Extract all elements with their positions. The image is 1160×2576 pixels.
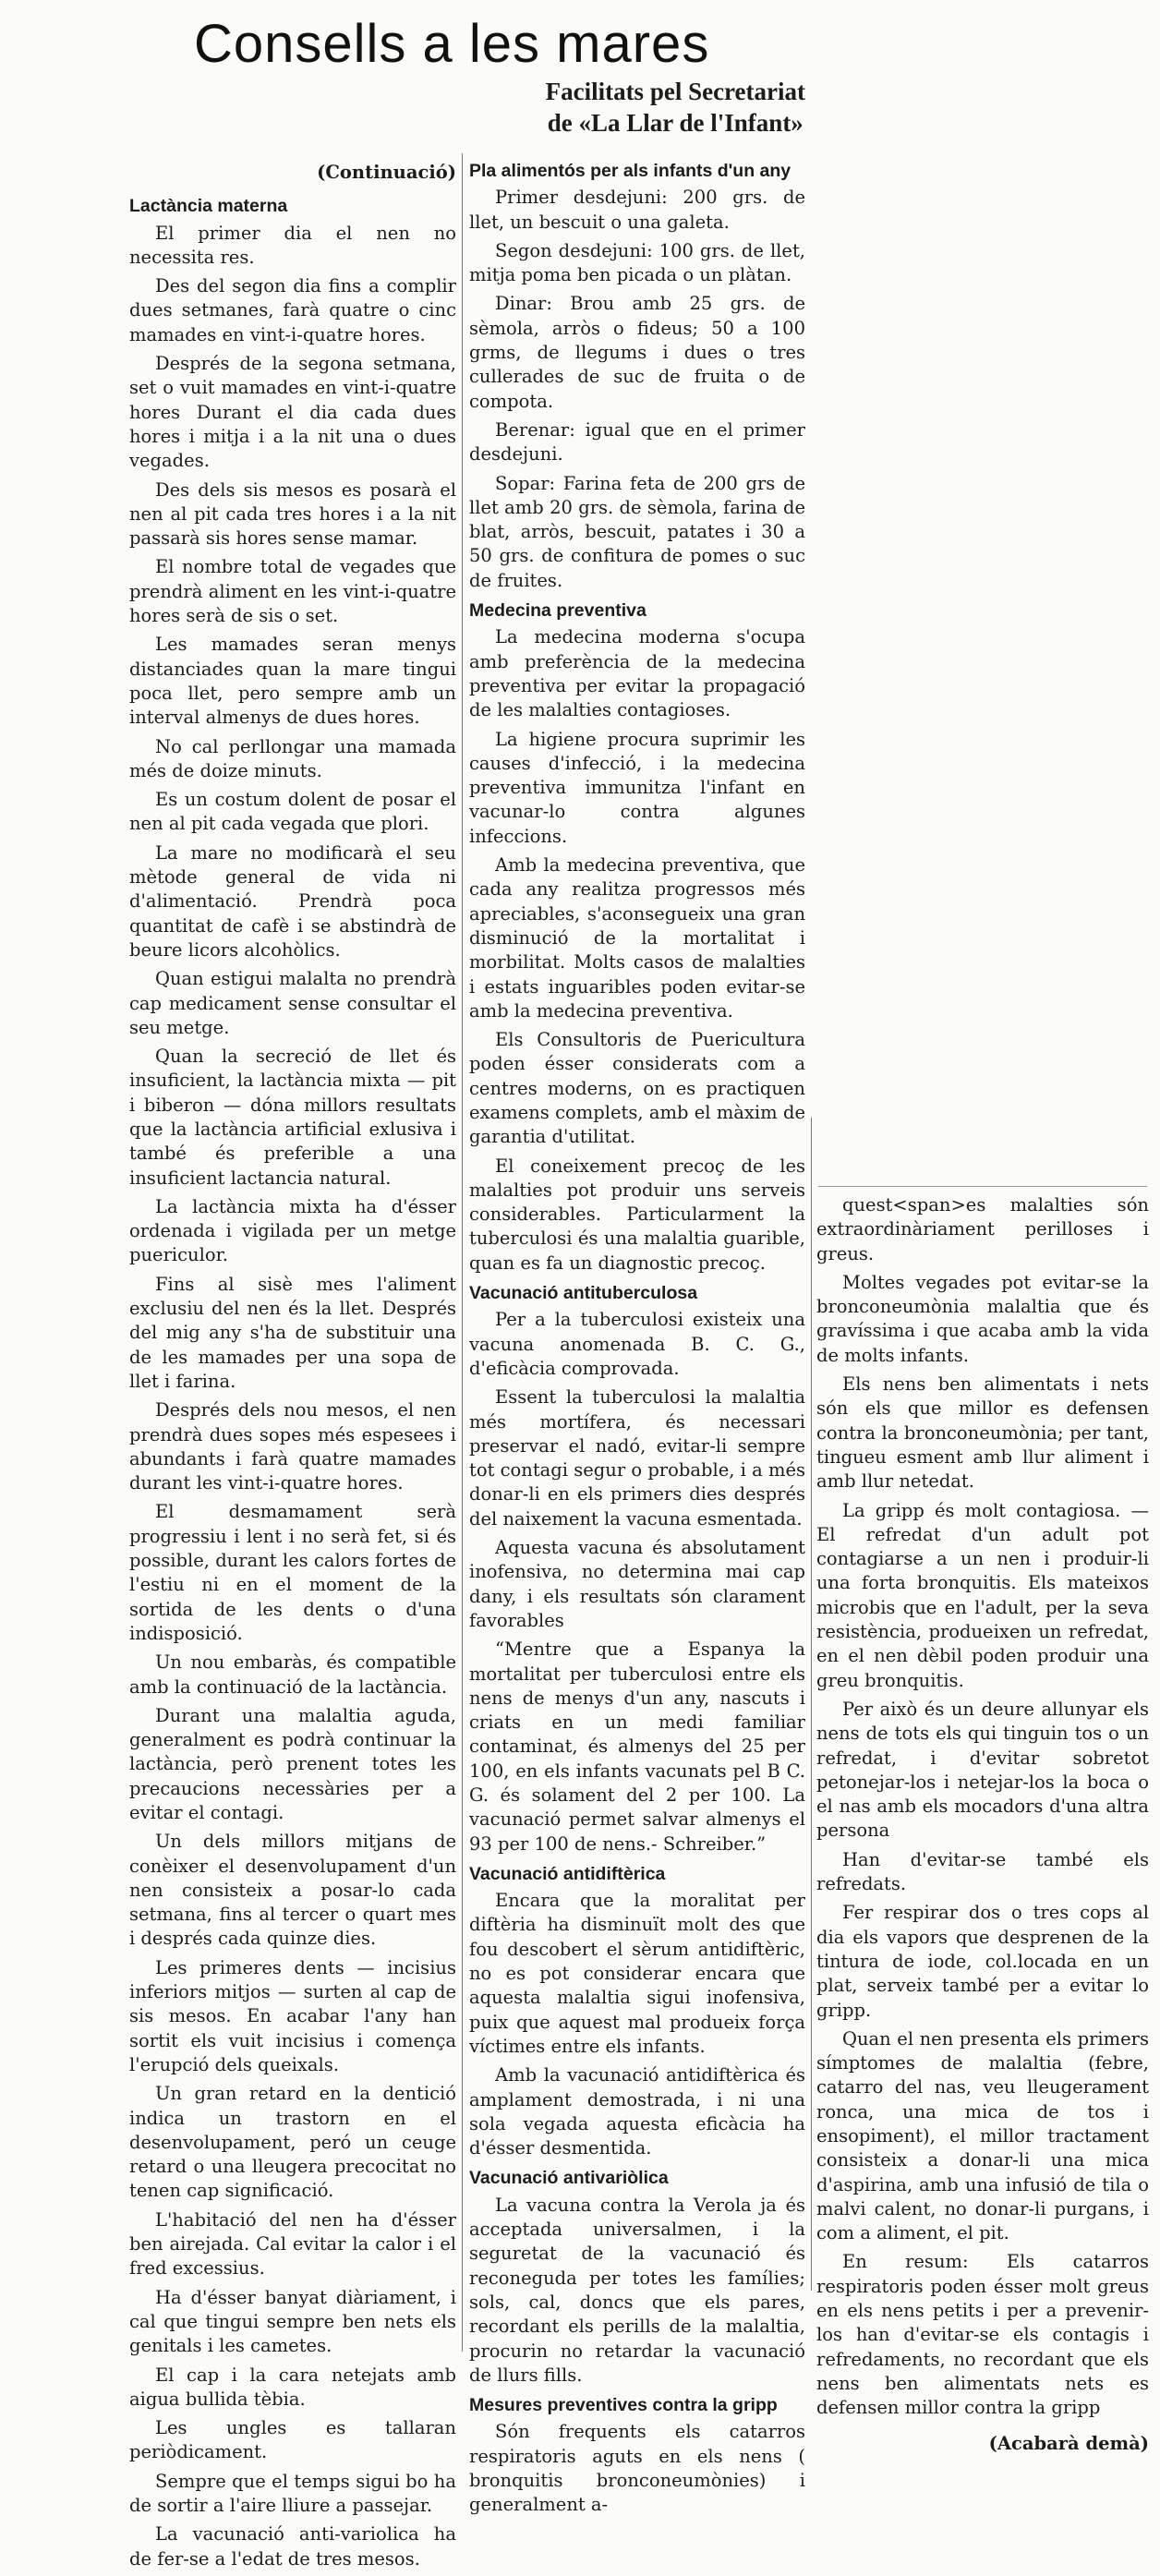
- paragraph-group: [469, 2420, 805, 2517]
- paragraph: Es un costum dolent de posar el nen al pit cada vegada que plori.: [129, 789, 456, 835]
- paragraph: El coneixement precoç de les malalties pot produir uns serveis considerables. Particularment la tuberculosi és una malaltia guarible, quan es fa un diagnostic precoç.: [469, 1155, 805, 1274]
- subtitle-line-1: Facilitats pel Secretariat: [545, 78, 805, 105]
- paragraph: quest<span>es malalties són extraordinàriament perilloses i greus.: [816, 1194, 1149, 1264]
- paragraph: Amb la vacunació antidiftèrica és amplament demostrada, i ni una sola vegada aquesta eficàcia ha d'ésser desmentida.: [469, 2064, 805, 2159]
- paragraph: Segon desdejuni: 100 grs. de llet, mitja poma ben picada o un plàtan.: [469, 239, 805, 286]
- paragraph: No cal perllongar una mamada més de doize minuts.: [129, 735, 456, 781]
- paragraph: Ha d'ésser banyat diàriament, i cal que tingui sempre ben nets els genitals i les cametes.: [129, 2286, 456, 2357]
- paragraph: Essent la tuberculosi la malaltia més mortífera, és necessari preservar el nadó, evitar-li sempre tot contagi segur o probable, i a més donar-li en els primers dies després del naixement la vacuna esmentada.: [469, 1386, 805, 1530]
- paragraph-group: [469, 186, 805, 593]
- col3-paragraphs: [816, 1193, 1149, 2421]
- section-heading: Mesures preventives contra la gripp: [469, 2395, 778, 2416]
- column-divider: [462, 153, 463, 2352]
- section-heading: Vacunació antituberculosa: [469, 1283, 698, 1304]
- col1-paragraphs: [129, 222, 456, 2571]
- paragraph-group: [469, 1889, 805, 2160]
- paragraph: Amb la medecina preventiva, que cada any realitza progressos més apreciables, s'aconsegueix una gran disminució de la mortalitat i morbilitat. Molts casos de malalties i estats inguaribles poden evitar-se amb la medecina preventiva.: [469, 854, 805, 1022]
- paragraph: Encara que la moralitat per diftèria ha disminuït molt des que fou descobert el sèrum antidiftèric, no es pot considerar encara que aquesta malaltia sigui inofensiva, puix que aquest mal produeix força víctimes entre els infants.: [469, 1890, 805, 2057]
- paragraph: Sempre que el temps sigui bo ha de sortir a l'aire lliure a passejar.: [129, 2470, 456, 2517]
- paragraph: Dinar: Brou amb 25 grs. de sèmola, arròs o fideus; 50 a 100 grms, de llegums i dues o tres cullerades de suc de fruita o de compota.: [469, 293, 805, 412]
- paragraph: Primer desdejuni: 200 grs. de llet, un bescuit o una galeta.: [469, 187, 805, 233]
- paragraph: Durant una malaltia aguda, generalment es podrà continuar la lactància, però prenent totes les precaucions necessàries per a evitar el contagi.: [129, 1704, 456, 1823]
- paragraph: Han d'evitar-se també els refredats.: [816, 1848, 1149, 1895]
- column-3: [816, 1193, 1149, 2456]
- paragraph: La lactància mixta ha d'ésser ordenada i vigilada per un metge puericulor.: [129, 1195, 456, 1266]
- paragraph: Quan el nen presenta els primers símptomes de malaltia (febre, catarro del nas, veu lleugerament ronca, una mica de tos i ensopiment), el millor tractament consisteix a donar-li una mica d'aspirina, amb una infusió de tila o malvi calent, no donar-li purgans, i com a aliment, el pit.: [816, 2027, 1149, 2244]
- paragraph: Per a la tuberculosi existeix una vacuna anomenada B. C. G., d'eficàcia comprovada.: [469, 1309, 805, 1379]
- paragraph: Des dels sis mesos es posarà el nen al pit cada tres hores i a la nit passarà sis hores sense mamar.: [129, 478, 456, 550]
- paragraph: L'habitació del nen ha d'ésser ben airejada. Cal evitar la calor i el fred excessius.: [129, 2208, 456, 2280]
- paragraph: Els Consultoris de Puericultura poden ésser considerats com a centres moderns, on es practiquen examens complets, amb el màxim de garantia d'utilitat.: [469, 1029, 805, 1148]
- section-heading: Lactància materna: [129, 196, 288, 217]
- paragraph: “Mentre que a Espanya la mortalitat per tuberculosi entre els nens de menys d'un any, nascuts i criats en un medi familiar contaminat, és almenys del 25 per 100, en els infants vacunats pel B C. G. és solament del 2 per 100. La vacunació permet salvar almenys el 93 per 100 de nens.- Schreiber.”: [469, 1639, 805, 1855]
- paragraph: Des del segon dia fins a complir dues setmanes, farà quatre o cinc mamades en vint-i-quatre hores.: [129, 275, 456, 345]
- paragraph: Berenar: igual que en el primer desdejuni.: [469, 418, 805, 466]
- section-heading: Medecina preventiva: [469, 600, 646, 622]
- paragraph: Quan la secreció de llet és insuficient, la lactància mixta — pit i biberon — dóna millors resultats que la lactància artificial exlusiva i també és preferible a una insuficient lactancia natural.: [129, 1046, 456, 1189]
- paragraph-group: [469, 2194, 805, 2388]
- paragraph: Fer respirar dos o tres cops al dia els vapors que desprenen de la tintura de iode, col.locada en un plat, serveix també per a evitar lo gripp.: [816, 1902, 1149, 2021]
- paragraph: La gripp és molt contagiosa. — El refredat d'un adult pot contagiarse a un nen i produir-li una forta bronquitis. Els mateixos microbis que en l'adult, per la seva resistència, produeixen un refredat, en el nen dèbil poden produir una greu bronquitis.: [816, 1499, 1149, 1691]
- paragraph: La higiene procura suprimir les causes d'infecció, i la medecina preventiva immunitza l'infant en vacunar-lo contra algunes infeccions.: [469, 728, 805, 847]
- paragraph-group: [469, 625, 805, 1276]
- paragraph: Els nens ben alimentats i nets són els que millor es defensen contra la bronconeumònia; per tant, tingueu esment amb llur aliment i amb llur netedat.: [816, 1373, 1149, 1493]
- paragraph: Quan estigui malalta no prendrà cap medicament sense consultar el seu metge.: [129, 968, 456, 1038]
- paragraph: Les mamades seran menys distanciades quan la mare tingui poca llet, pero sempre amb un interval almenys de dues hores.: [129, 634, 456, 729]
- paragraph: La mare no modificarà el seu mètode general de vida ni d'alimentació. Prendrà poca quantitat de cafè i se abstindrà de beure licors alcohòlics.: [129, 841, 456, 961]
- paragraph: El desmamament serà progressiu i lent i no serà fet, si és possible, durant les calors fortes de l'estiu ni en el moment de la sortida de les dents o d'una indisposició.: [129, 1501, 456, 1644]
- paragraph: El cap i la cara netejats amb aigua bullida tèbia.: [129, 2364, 456, 2410]
- paragraph: Sopar: Farina feta de 200 grs de llet amb 20 grs. de sèmola, farina de blat, arròs, bescuit, patates i 30 a 50 grs. de confitura de pomes o suc de fruites.: [469, 472, 805, 591]
- article-subtitle: [546, 76, 805, 139]
- subtitle-line-2: de «La Llar de l'Infant»: [547, 109, 804, 137]
- paragraph: Fins al sisè mes l'aliment exclusiu del nen és la llet. Després del mig any s'ha de substituir una de les mamades per una sopa de llet i farina.: [129, 1273, 456, 1392]
- paragraph: Després de la segona setmana, set o vuit mamades en vint-i-quatre hores Durant el dia cada dues hores i mitja i a la nit una o dues vegades.: [129, 353, 456, 472]
- column-top-rule: [818, 1186, 1147, 1187]
- paragraph: La vacunació anti-variolica ha de fer-se a l'edat de tres mesos.: [129, 2523, 456, 2570]
- to-be-continued: (Acabarà demà): [988, 2432, 1149, 2454]
- paragraph: Les primeres dents — incisius inferiors mitjos — surten al cap de sis mesos. En acabar l'any han sortit els vuit incisius i comença l'erupció dels queixals.: [129, 1956, 456, 2075]
- paragraph: Després dels nou mesos, el nen prendrà dues sopes més espesees i abundants i farà quatre mamades durant les vint-i-quatre hores.: [129, 1399, 456, 1494]
- column-2: [469, 153, 805, 2522]
- column-divider: [811, 1118, 812, 2291]
- section-heading: Pla alimentós per als infants d'un any: [469, 161, 791, 181]
- paragraph: Per això és un deure allunyar els nens de tots els qui tinguin tos o un refredat, i d'evitar sobretot petonejar-los i netejar-los la boca o el nas amb els mocadors d'una altra persona: [816, 1698, 1149, 1842]
- paragraph: El nombre total de vegades que prendrà aliment en les vint-i-quatre hores serà de sis o set.: [129, 556, 456, 627]
- paragraph: Són frequents els catarros respiratoris aguts en els nens ( bronquitis bronconeumònies) i generalment a-: [469, 2421, 805, 2516]
- paragraph: El primer dia el nen no necessita res.: [129, 222, 456, 268]
- paragraph-group: [469, 1308, 805, 1856]
- paragraph: La vacuna contra la Verola ja és acceptada universalmen, i la seguretat de la vacunació és reconeguda per totes les famílies; sols, cal, doncs que els pares, recordant els perills de la malaltia, procurin no retardar la vacunació de llurs fills.: [469, 2194, 805, 2386]
- article-title: Consells a les mares: [194, 14, 710, 74]
- paragraph: Un nou embaràs, és compatible amb la continuació de la lactància.: [129, 1651, 456, 1698]
- section-heading: Vacunació antivariòlica: [469, 2168, 669, 2189]
- paragraph: Les ungles es tallaran periòdicament.: [129, 2417, 456, 2463]
- paragraph: Un dels millors mitjans de conèixer el desenvolupament d'un nen consisteix a posar-lo cada setmana, fins al tercer o quart mes i després cada quinze dies.: [129, 1831, 456, 1950]
- paragraph: Un gran retard en la dentició indica un trastorn en el desenvolupament, peró un ceuge retard o una lleugera precocitat no tenen cap significació.: [129, 2083, 456, 2202]
- paragraph: La medecina moderna s'ocupa amb preferència de la medecina preventiva per evitar la propagació de les malalties contagioses.: [469, 626, 805, 721]
- paragraph: En resum: Els catarros respiratoris poden ésser molt greus en els nens petits i per a prevenir-los han d'evitar-se els contagis i refredaments, no recordant que els nens ben alimentats nets es defensen millor contra la gripp: [816, 2251, 1149, 2419]
- paragraph: Aquesta vacuna és absolutament inofensiva, no determina mai cap dany, i els resultats són clarament favorables: [469, 1537, 805, 1631]
- paragraph: Moltes vegades pot evitar-se la bronconeumònia malaltia que és gravíssima i que acaba amb la vida de molts infants.: [816, 1271, 1149, 1366]
- section-heading: Vacunació antidiftèrica: [469, 1863, 666, 1884]
- continuation-label: (Continuació): [317, 162, 456, 183]
- column-1: [129, 153, 456, 2576]
